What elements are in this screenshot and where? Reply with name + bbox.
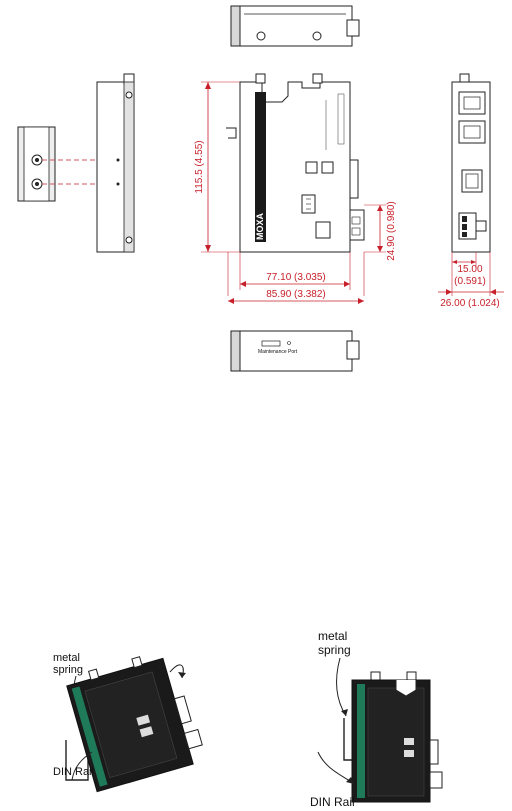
dimension-height-total: 115.5 (4.55) — [194, 140, 205, 194]
right-metal-label-line2: spring — [318, 643, 351, 657]
dimension-width-inner: 77.10 (3.035) — [266, 272, 326, 283]
mounting-step-2 — [310, 629, 442, 809]
front-view — [194, 74, 397, 304]
dimension-side-total: 26.00 (1.024) — [440, 298, 500, 309]
mounting-step-1 — [53, 647, 207, 792]
dimension-side-inner-inch: (0.591) — [454, 276, 486, 287]
left-side-view — [97, 74, 134, 252]
left-metal-label-line1: metal — [53, 652, 80, 664]
right-side-view — [438, 74, 504, 309]
front-brand-logo: MOXA — [255, 213, 265, 240]
dimension-side-inner-value: 15.00 — [457, 264, 483, 275]
right-din-rail-label: DIN Rail — [310, 795, 355, 809]
left-din-rail-label: DIN Rail — [53, 766, 94, 778]
right-metal-label-line1: metal — [318, 629, 348, 643]
maintenance-port-label: Maintenance Port — [258, 349, 298, 355]
bottom-view — [231, 331, 359, 371]
top-view — [231, 6, 359, 46]
dimension-height-lower: 24.90 (0.980) — [386, 201, 397, 261]
left-metal-label-line2: spring — [53, 664, 83, 676]
dimension-width-total: 85.90 (3.382) — [266, 289, 326, 300]
